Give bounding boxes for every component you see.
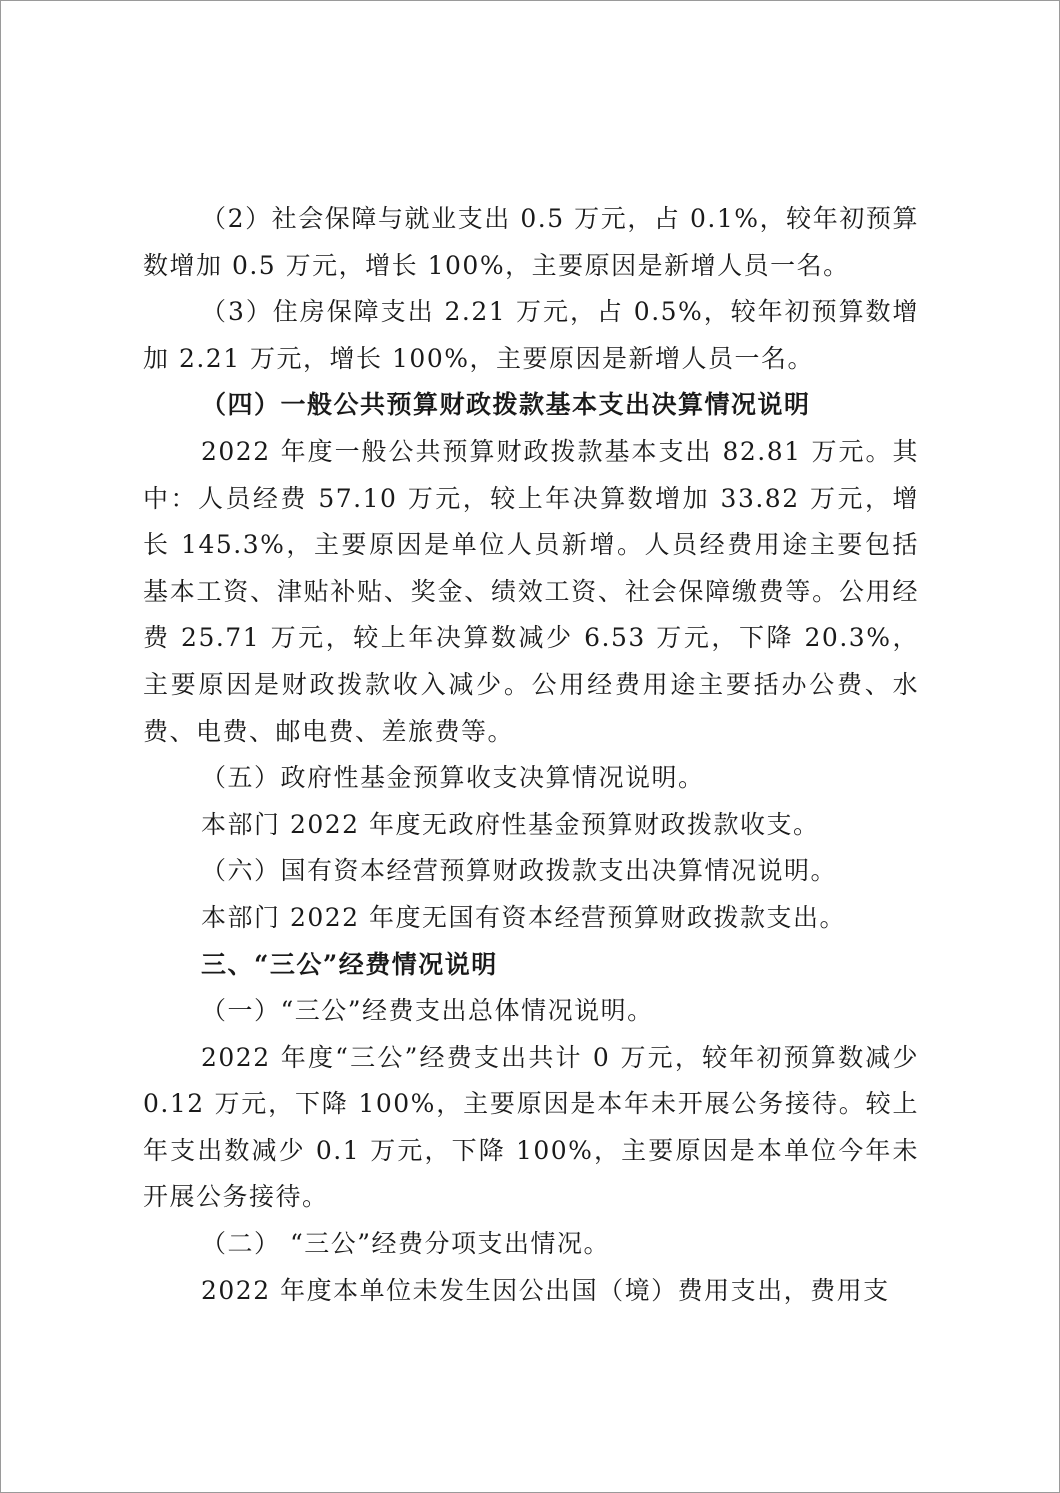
subheading-itemized: （二） “三公”经费分项支出情况。 xyxy=(201,1229,611,1259)
paragraph-gov-fund: 本部门 2022 年度无政府性基金预算财政拨款收支。 xyxy=(201,809,820,839)
section-heading-three-public: 三、“三公”经费情况说明 xyxy=(201,949,498,979)
section-heading-4: （四）一般公共预算财政拨款基本支出决算情况说明 xyxy=(201,390,811,420)
paragraph-basic-expenditure: 2022 年度一般公共预算财政拨款基本支出 82.81 万元。其中：人员经费 57.10 万元，较上年决算数增加 33.82 万元，增长 145.3%，主要原因是单位人员新增。人员经费用途主要包括基本工资、津贴补贴、奖金、绩效工资、社会保障缴费等。公用经费 25.71 万元，较上年决算数减少 6.53 万元，下降 20.3%，主要原因是财政拨款收入减少。公用经费用途主要括办公费、水费、电费、邮电费、差旅费等。 xyxy=(143,436,919,746)
section-heading-5: （五）政府性基金预算收支决算情况说明。 xyxy=(201,763,705,793)
document-body xyxy=(143,196,919,1314)
subheading-overall: （一）“三公”经费支出总体情况说明。 xyxy=(201,996,654,1026)
paragraph-housing: （3）住房保障支出 2.21 万元，占 0.5%，较年初预算数增加 2.21 万元，增长 100%，主要原因是新增人员一名。 xyxy=(143,297,919,373)
paragraph-overseas: 2022 年度本单位未发生因公出国（境）费用支出，费用支 xyxy=(201,1275,890,1305)
section-heading-6: （六）国有资本经营预算财政拨款支出决算情况说明。 xyxy=(201,856,838,886)
paragraph-social-security: （2）社会保障与就业支出 0.5 万元，占 0.1%，较年初预算数增加 0.5 万元，增长 100%，主要原因是新增人员一名。 xyxy=(143,204,919,280)
paragraph-state-capital: 本部门 2022 年度无国有资本经营预算财政拨款支出。 xyxy=(201,902,847,932)
paragraph-three-public-total: 2022 年度“三公”经费支出共计 0 万元，较年初预算数减少 0.12 万元，下降 100%，主要原因是本年未开展公务接待。较上年支出数减少 0.1 万元，下降 100%，主要原因是本单位今年未开展公务接待。 xyxy=(143,1042,919,1212)
